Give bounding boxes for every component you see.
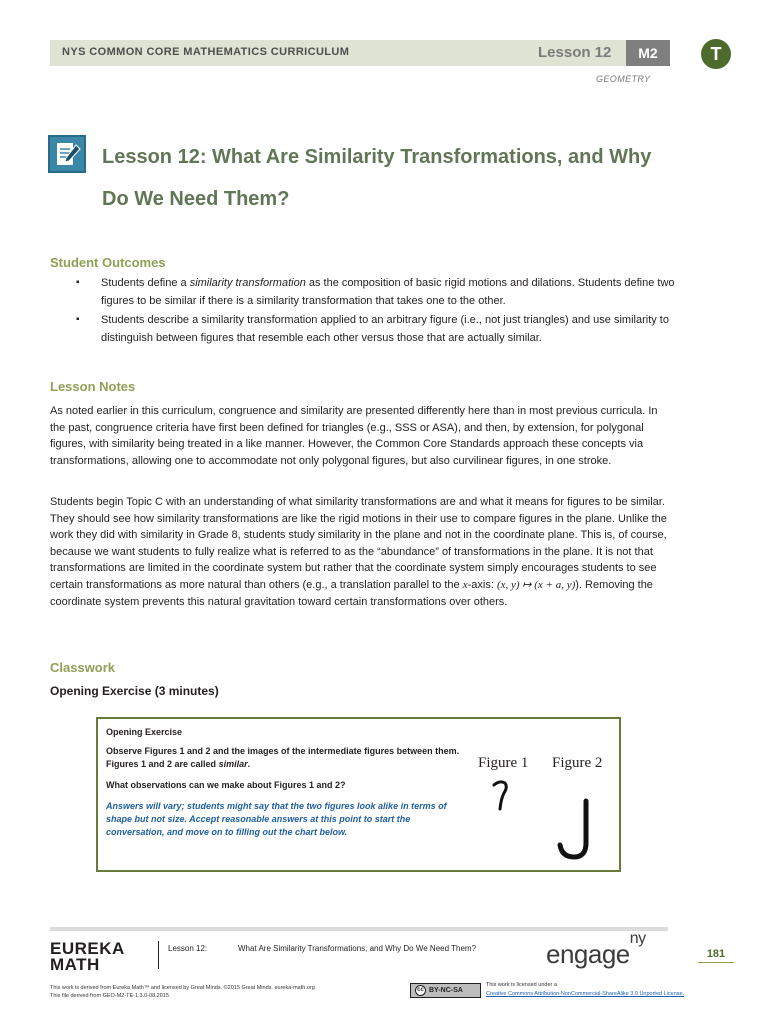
math-mapping: (x, y) ↦ (x + a, y) xyxy=(496,578,576,591)
box-question: What observations can we make about Figures 1 and 2? xyxy=(106,780,346,790)
opening-exercise-box xyxy=(96,717,621,872)
curriculum-label: NYS COMMON CORE MATHEMATICS CURRICULUM xyxy=(62,46,350,58)
box-answer: Answers will vary; students might say that the two figures look alike in terms of shape but not size. Accept reasonable answers at this point to start the conversation, and move on to filling out the chart below. xyxy=(106,801,447,837)
classwork-heading: Classwork xyxy=(50,660,116,675)
lesson-notes-paragraph-2: Students begin Topic C with an understanding of what similarity transformations are and what it means for figures to be similar. They should see how similarity transformations are like the rigid motions in their use to compare figures in the plane. Unlike the work they did with similarity in Grade 8, students study similarity in the plane and not in the coordinate plane. This is, of course, because we want students to fully realize what is referred to as the “abundance” of transformations in the plane. It is not that transformations are limited in the coordinate system but rather that the coordinate system simply encourages students to see certain transformations as more natural than others (e.g., a translation parallel to the x-axis: (x, y) ↦ (x + a, y)). Removing the coordinate system prevents this natural gravitation toward certain transformations over others. xyxy=(50,496,667,608)
title-line-2: Do We Need Them? xyxy=(102,188,290,210)
title-line-1: Lesson 12: What Are Similarity Transformations, and Why xyxy=(102,146,652,168)
lesson-notes-heading: Lesson Notes xyxy=(50,379,136,394)
opening-exercise-heading: Opening Exercise (3 minutes) xyxy=(50,684,219,698)
lesson-number: Lesson 12 xyxy=(538,44,612,61)
term-similar: similar xyxy=(218,759,248,769)
page-title xyxy=(102,136,702,220)
box-title: Opening Exercise xyxy=(106,727,183,737)
creative-commons-icon: cc xyxy=(415,985,426,996)
footer-rule xyxy=(50,927,668,931)
list-item: ▪ Students define a similarity transformation as the composition of basic rigid motions and dilations. Students define two figures to be similar if there is a similarity transformation that takes one to the other. xyxy=(76,274,676,310)
figure-1-label: Figure 1 xyxy=(478,755,529,771)
lesson-notes-paragraph-1: As noted earlier in this curriculum, congruence and similarity are presented differently here than in most previous curricula. In the past, congruence criteria have first been defined for triangles (e.g., SSS or ASA), and then, by extension, for polygonal figures, with similarity being treated in a like manner. However, the Common Core Standards approach these concepts via transformations, allowing one to accommodate not only polygonal figures, but also curvilinear figures, in one stroke. xyxy=(50,405,658,467)
cc-license-badge: cc BY-NC-SA xyxy=(410,983,481,998)
figure-2-label: Figure 2 xyxy=(552,755,603,771)
figure-2-shape xyxy=(554,797,598,863)
subject-label: GEOMETRY xyxy=(596,74,651,84)
list-item: ▪ Students describe a similarity transformation applied to an arbitrary figure (i.e., not just triangles) and use similarity to distinguish between figures that resemble each other versus those that are actually similar. xyxy=(76,311,676,347)
outcomes-list xyxy=(76,274,676,347)
box-instructions: Observe Figures 1 and 2 and the images of the intermediate figures between them. Figures 1 and 2 are called similar. xyxy=(106,746,460,769)
term-similarity-transformation: similarity transformation xyxy=(189,277,306,289)
math-var-x: x xyxy=(462,578,468,591)
topic-badge: T xyxy=(701,39,731,69)
notepad-pencil-icon xyxy=(48,135,86,173)
figure-1-shape xyxy=(490,779,512,813)
license-text: This work is licensed under a xyxy=(486,982,557,988)
student-outcomes-heading: Student Outcomes xyxy=(50,255,166,270)
eureka-math-logo: EUREKA MATH xyxy=(50,939,125,974)
module-badge: M2 xyxy=(626,40,670,66)
footer-divider xyxy=(158,941,159,969)
license-link[interactable]: Creative Commons Attribution-NonCommercial-ShareAlike 3.0 Unported License. xyxy=(486,991,685,997)
footer-file-id: This file derived from GEO-M2-TE-1.3.0-08.2015 xyxy=(50,993,169,999)
footer-lesson: Lesson 12: xyxy=(168,944,208,953)
footer-lesson-title: What Are Similarity Transformations, and Why Do We Need Them? xyxy=(238,944,477,953)
engageny-logo: engage$^{ny}$ xyxy=(546,930,646,969)
page-number: 181 xyxy=(698,948,734,963)
footer-credit: This work is derived from Eureka Math™ and licensed by Great Minds. ©2015 Great Minds. eureka-math.org xyxy=(50,985,315,991)
